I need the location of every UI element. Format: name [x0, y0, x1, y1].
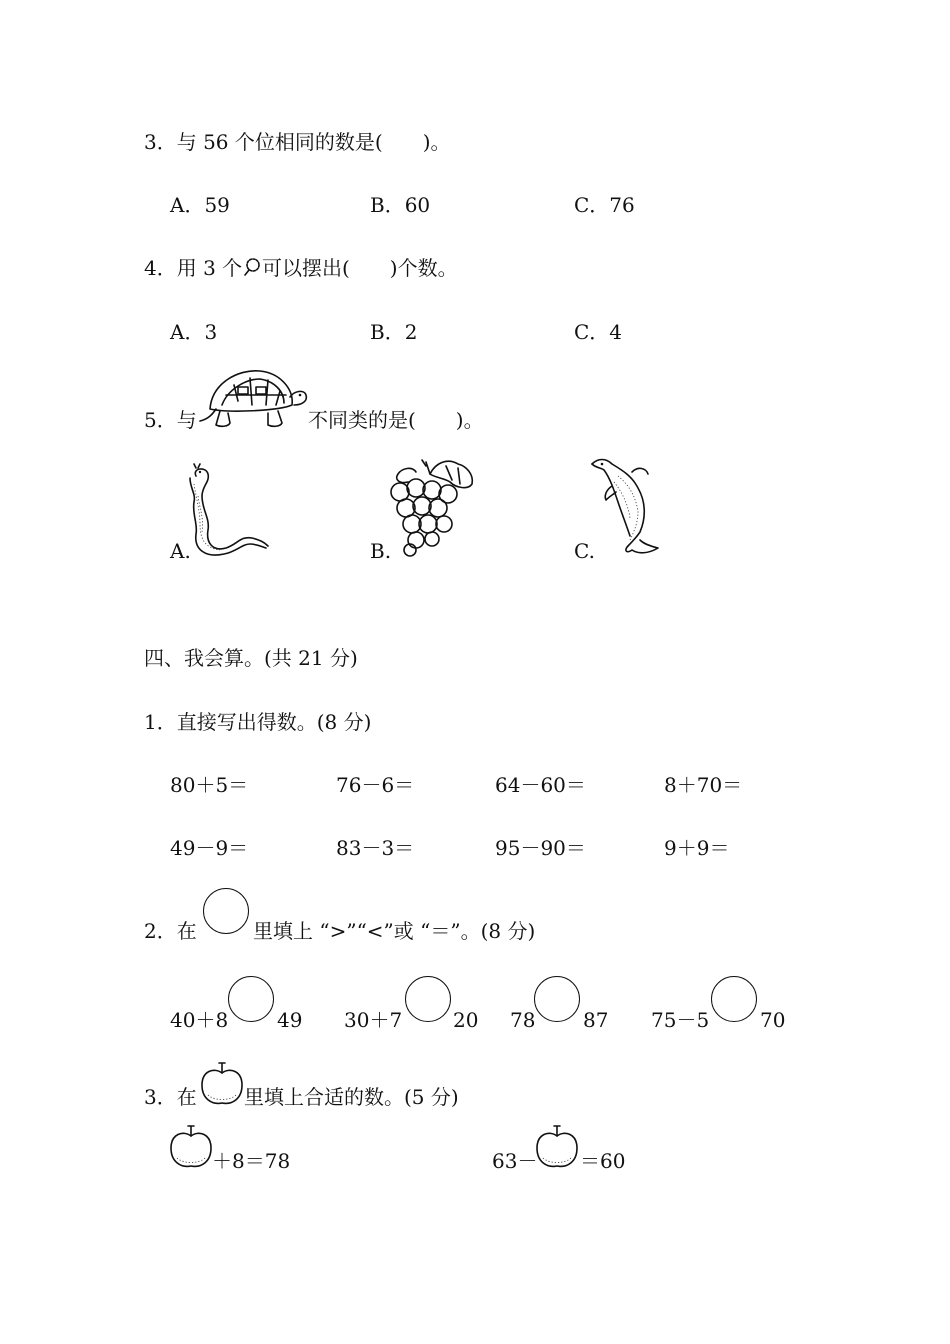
calc-1-expr: 95－90＝	[495, 836, 586, 860]
question-5-prompt-start: 5．与	[144, 408, 197, 432]
calc-2-title-end: 里填上 “>”“<”或 “＝”。(8 分)	[253, 919, 536, 943]
calc-1-expr: 8＋70＝	[664, 773, 743, 797]
turtle-icon	[198, 365, 308, 430]
calc-1-expr: 80＋5＝	[170, 773, 249, 797]
compare-left-expr: 75－5	[651, 1008, 710, 1032]
compare-answer-circle[interactable]	[228, 976, 274, 1022]
compare-answer-circle[interactable]	[405, 976, 451, 1022]
bead-icon	[242, 257, 262, 277]
calc-1-title: 1．直接写出得数。(8 分)	[144, 710, 372, 734]
question-4-option-b[interactable]: B．2	[370, 320, 418, 344]
question-5-option-b[interactable]: B.	[370, 539, 392, 563]
calc-3-title-end: 里填上合适的数。(5 分)	[244, 1085, 459, 1109]
compare-answer-circle[interactable]	[534, 976, 580, 1022]
compare-right-expr: 87	[583, 1008, 609, 1032]
compare-left-expr: 40＋8	[170, 1008, 229, 1032]
calc-3-equation-2-end: ＝60	[580, 1149, 626, 1173]
question-4-option-a[interactable]: A．3	[170, 320, 218, 344]
dolphin-icon[interactable]	[588, 456, 664, 556]
apple-answer-box[interactable]	[535, 1124, 579, 1170]
calc-1-expr: 83－3＝	[336, 836, 415, 860]
snake-icon[interactable]	[186, 466, 272, 558]
question-5-prompt-end: 不同类的是( )。	[308, 408, 484, 432]
calc-2-title-start: 2．在	[144, 919, 197, 943]
compare-right-expr: 20	[453, 1008, 479, 1032]
compare-circle-icon	[203, 888, 249, 934]
question-3-prompt: 3．与 56 个位相同的数是( )。	[144, 130, 451, 154]
apple-icon	[200, 1061, 244, 1107]
compare-left-expr: 30＋7	[344, 1008, 403, 1032]
grapes-icon[interactable]	[386, 456, 478, 556]
calc-3-equation-1: ＋8＝78	[212, 1149, 291, 1173]
compare-left-expr: 78	[510, 1008, 536, 1032]
calc-1-expr: 76－6＝	[336, 773, 415, 797]
calc-1-expr: 49－9＝	[170, 836, 249, 860]
question-3-option-a[interactable]: A．59	[170, 193, 230, 217]
section-4-title: 四、我会算。(共 21 分)	[144, 646, 358, 670]
calc-3-title-start: 3．在	[144, 1085, 197, 1109]
calc-1-expr: 9＋9＝	[664, 836, 730, 860]
question-4-prompt-start: 4．用 3 个	[144, 256, 243, 280]
apple-answer-box[interactable]	[169, 1124, 213, 1170]
compare-right-expr: 70	[760, 1008, 786, 1032]
question-5-option-a[interactable]: A.	[170, 539, 191, 563]
question-4-prompt-end: 可以摆出( )个数。	[262, 256, 458, 280]
question-3-option-c[interactable]: C．76	[574, 193, 635, 217]
question-3-option-b[interactable]: B．60	[370, 193, 431, 217]
calc-1-expr: 64－60＝	[495, 773, 586, 797]
question-5-option-c[interactable]: C.	[574, 539, 595, 563]
calc-3-equation-2-start: 63－	[492, 1149, 538, 1173]
question-4-option-c[interactable]: C．4	[574, 320, 623, 344]
compare-right-expr: 49	[277, 1008, 303, 1032]
compare-answer-circle[interactable]	[711, 976, 757, 1022]
